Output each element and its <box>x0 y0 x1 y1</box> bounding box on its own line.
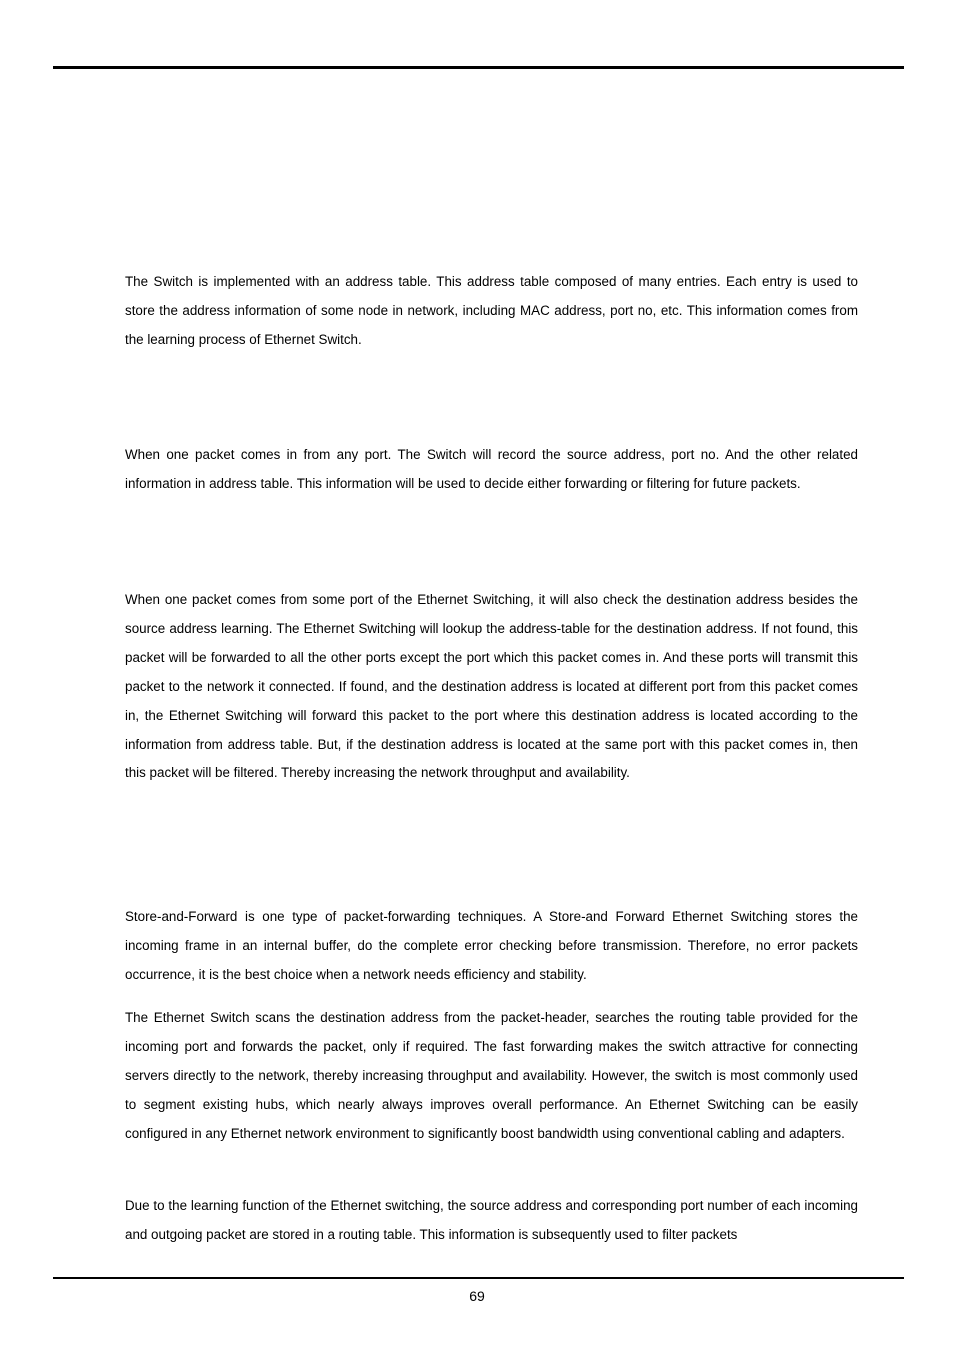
paragraph-learning: When one packet comes in from any port. The Switch will record the source address, port no. And the other related information in address table. This information will be used to decide either forwarding or filtering for future packets. <box>125 447 858 491</box>
paragraph-scanning: The Ethernet Switch scans the destination address from the packet-header, searches the routing table provided for the incoming port and forwards the packet, only if required. The fast forwarding makes the switch attractive for connecting servers directly to the network, thereby increasing throughput and availability. However, the switch is most commonly used to segment existing hubs, which nearly always improves overall performance. An Ethernet Switching can be easily configured in any Ethernet network environment to significantly boost bandwidth using conventional cabling and adapters. <box>125 1010 858 1141</box>
header-rule <box>53 66 904 69</box>
footer-rule <box>53 1277 904 1279</box>
page-number: 69 <box>469 1288 485 1304</box>
paragraph-address-table: The Switch is implemented with an address table. This address table composed of many entries. Each entry is used to store the address information of some node in network, including MAC address, port no, etc. This information comes from the learning process of Ethernet Switch. <box>125 274 858 347</box>
paragraph-forwarding-filtering: When one packet comes from some port of the Ethernet Switching, it will also check the destination address besides the source address learning. The Ethernet Switching will lookup the address-table for the destination address. If not found, this packet will be forwarded to all the other ports except the port which this packet comes in. And these ports will transmit this packet to the network it connected. If found, and the destination address is located at different port from this packet comes in, the Ethernet Switching will forward this packet to the port where this destination address is located according to the information from address table. But, if the destination address is located at the same port with this packet comes in, then this packet will be filtered. Thereby increasing the network throughput and availability. <box>125 592 858 781</box>
paragraph-learning-function: Due to the learning function of the Ethernet switching, the source address and corresponding port number of each incoming and outgoing packet are stored in a routing table. This information is subsequently used to filter packets <box>125 1198 858 1242</box>
paragraph-store-and-forward: Store-and-Forward is one type of packet-forwarding techniques. A Store-and Forward Ethernet Switching stores the incoming frame in an internal buffer, do the complete error checking before transmission. Therefore, no error packets occurrence, it is the best choice when a network needs efficiency and stability. <box>125 909 858 982</box>
